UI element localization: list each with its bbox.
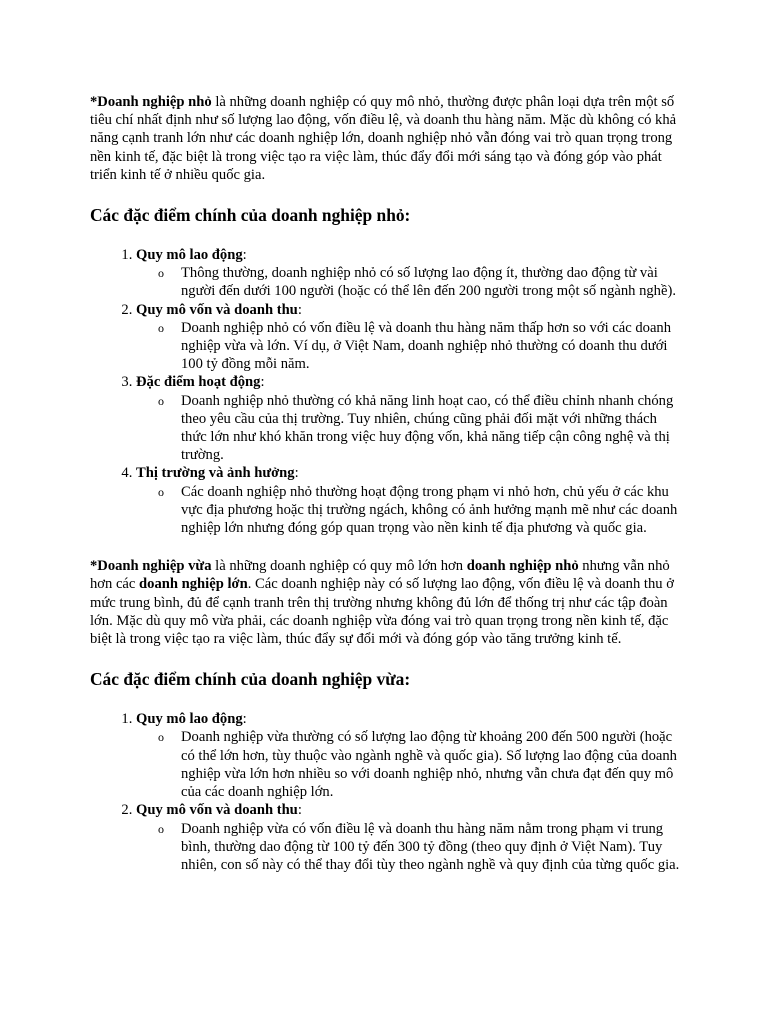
bullet-icon: o [158,484,164,499]
section-heading-small-enterprise: Các đặc điểm chính của doanh nghiệp nhỏ: [90,205,411,226]
sub-bullet-item [158,319,680,374]
item-detail: Doanh nghiệp nhỏ thường có khả năng linh hoạt cao, có thể điều chỉnh nhanh chóng theo yêu cầu của thị trường. Tuy nhiên, chúng cũng phải đối mặt với những thách thức lớn như khó khăn trong việc huy động vốn, khả năng tiếp cận công nghệ và thị trường. [181,392,674,464]
item-title: Quy mô lao động [136,711,243,728]
list-item [136,801,680,874]
sub-bullet-item [158,392,680,465]
sub-bullet-list [136,820,680,875]
bullet-icon: o [158,821,164,836]
item-detail: Doanh nghiệp nhỏ có vốn điều lệ và doanh thu hàng năm thấp hơn so với các doanh nghiệp vừa và lớn. Ví dụ, ở Việt Nam, doanh nghiệp nhỏ thường có doanh thu dưới 100 tỷ đồng mỗi năm. [181,319,672,373]
list-item [136,301,680,374]
item-title: Quy mô vốn và doanh thu [136,802,298,819]
term-small-enterprise: *Doanh nghiệp nhỏ [90,94,212,110]
sub-bullet-item [158,728,680,801]
item-detail: Doanh nghiệp vừa thường có số lượng lao động từ khoảng 200 đến 500 người (hoặc có thể lớn hơn, tùy thuộc vào ngành nghề và quốc gia). Số lượng lao động của doanh nghiệp vừa lớn hơn nhiều so với doanh nghiệp nhỏ, nhưng vẫn chưa đạt đến quy mô của các doanh nghiệp lớn. [181,729,677,801]
item-title: Quy mô lao động [136,247,243,264]
sub-bullet-list [136,319,680,374]
intro-paragraph-medium-enterprise [90,557,680,648]
term-medium-enterprise: *Doanh nghiệp vừa [90,558,212,575]
item-detail: Các doanh nghiệp nhỏ thường hoạt động trong phạm vi nhỏ hơn, chủ yếu ở các khu vực địa phương hoặc thị trường ngách, không có ảnh hưởng mạnh mẽ như các doanh nghiệp lớn nhưng đóng góp quan trọng vào nền kinh tế địa phương và quốc gia. [181,483,678,537]
bullet-icon: o [158,320,164,335]
item-detail: Doanh nghiệp vừa có vốn điều lệ và doanh thu hàng năm nằm trong phạm vi trung bình, thường dao động từ 100 tỷ đến 300 tỷ đồng (theo quy định ở Việt Nam). Tuy nhiên, con số này có thể thay đổi tùy theo ngành nghề và quy định của từng quốc gia. [181,820,680,873]
intro-paragraph-small-enterprise [90,93,680,184]
bullet-icon: o [158,393,164,408]
item-title: Thị trường và ảnh hưởng [136,465,295,482]
section-heading-medium-enterprise: Các đặc điểm chính của doanh nghiệp vừa: [90,669,411,690]
item-colon: : [297,301,302,318]
sub-bullet-list [136,728,680,801]
intro-text: . Các doanh nghiệp này có số lượng lao động, vốn điều lệ và doanh thu ở mức trung bình, đủ để cạnh tranh trên thị trường nhưng không đủ lớn để thống trị như các tập đoàn lớn. Mặc dù quy mô vừa phải, các doanh nghiệp vừa đóng vai trò quan trọng trong nền kinh tế, đặc biệt là trong việc tạo ra việc làm, thúc đẩy sự đổi mới và đóng góp vào tăng trưởng kinh tế. [90,576,674,648]
item-title: Đặc điểm hoạt động [136,374,261,391]
sub-bullet-list [136,483,680,538]
sub-bullet-list [136,264,680,300]
medium-enterprise-characteristics-list [90,710,680,874]
list-item [136,464,680,537]
sub-bullet-item [158,264,680,300]
list-item [136,710,680,801]
intro-text: là những doanh nghiệp có quy mô nhỏ, thường được phân loại dựa trên một số tiêu chí nhất định như số lượng lao động, vốn điều lệ, và doanh thu hàng năm. Mặc dù không có khả năng cạnh tranh lớn như các doanh nghiệp lớn, doanh nghiệp nhỏ vẫn đóng vai trò quan trọng trong nền kinh tế, đặc biệt là trong việc tạo ra việc làm, thúc đẩy đổi mới sáng tạo và đóng góp vào phát triển kinh tế ở nhiều quốc gia. [90,94,677,183]
list-item [136,373,680,464]
item-colon: : [242,711,247,728]
item-colon: : [297,802,302,819]
bullet-icon: o [158,730,164,745]
list-item [136,246,680,301]
term-small-enterprise: doanh nghiệp nhỏ [466,558,579,575]
sub-bullet-list [136,392,680,465]
item-detail: Thông thường, doanh nghiệp nhỏ có số lượng lao động ít, thường dao động từ vài người đến dưới 100 người (hoặc có thể lên đến 200 người trong một số ngành nghề). [181,265,676,300]
small-enterprise-characteristics-list [90,246,680,537]
item-colon: : [294,465,299,482]
intro-text: là những doanh nghiệp có quy mô lớn hơn [211,558,467,575]
bullet-icon: o [158,266,164,281]
sub-bullet-item [158,483,680,538]
sub-bullet-item [158,820,680,875]
intro-text: nhưng vẫn nhỏ hơn các [90,558,670,593]
term-large-enterprise: doanh nghiệp lớn [139,576,248,593]
item-colon: : [260,374,265,391]
item-colon: : [242,247,247,264]
item-title: Quy mô vốn và doanh thu [136,301,298,318]
